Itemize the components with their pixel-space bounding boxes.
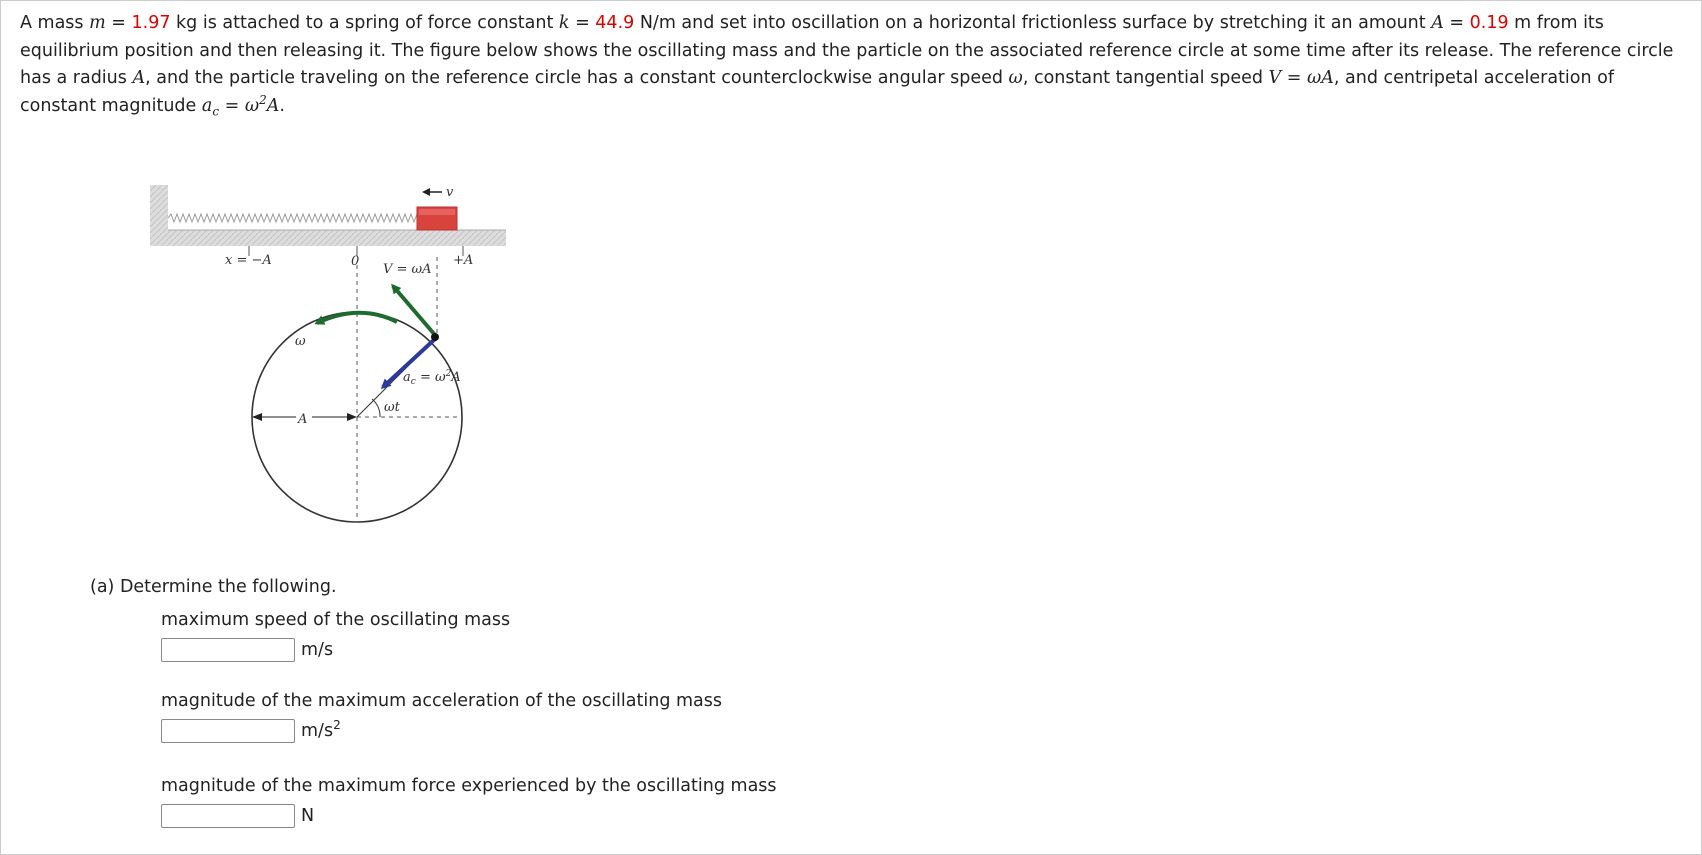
centripetal-acceleration-expression	[201, 92, 280, 118]
question-prompt: magnitude of the maximum force experienced by the oscillating mass	[161, 776, 777, 796]
max-force-input[interactable]	[161, 804, 295, 828]
ac-subscript: c	[212, 104, 220, 118]
max-speed-input[interactable]	[161, 638, 295, 662]
m-symbol: m	[89, 13, 106, 33]
label-v: v	[446, 185, 454, 200]
ac-A: A	[266, 95, 280, 116]
tangential-velocity-arrow	[393, 286, 435, 335]
unit-label	[301, 718, 341, 741]
question-prompt: maximum speed of the oscillating mass	[161, 610, 511, 630]
max-acceleration-input[interactable]	[161, 719, 295, 743]
amplitude-value: 0.19	[1469, 13, 1509, 33]
unit-label: m/s	[301, 640, 334, 660]
figure-svg	[150, 185, 560, 565]
answer-row	[161, 719, 722, 743]
spring-constant-value: 44.9	[595, 13, 635, 33]
text: .	[279, 95, 285, 116]
ac-superscript: 2	[259, 92, 267, 107]
k-symbol: k	[558, 13, 570, 33]
label-ac	[403, 369, 461, 387]
floor	[150, 230, 506, 246]
text: N/m and set into oscillation on a horizontal frictionless surface by stretching it an amount	[634, 13, 1432, 33]
reference-circle-figure	[150, 185, 560, 565]
particle	[431, 333, 439, 341]
answer-row	[161, 804, 777, 828]
ac-equals: = ω	[219, 95, 260, 116]
question-max-acceleration	[161, 691, 722, 743]
text: , and the particle traveling on the reference circle has a constant counterclockwise angular speed	[145, 68, 1009, 88]
spring	[168, 214, 447, 222]
label-A-radius: A	[298, 412, 308, 427]
text: , and centripetal acceleration of constant magnitude	[20, 68, 1615, 116]
problem-statement	[20, 10, 1680, 120]
omega-symbol: ω	[1008, 68, 1023, 88]
label-x-neg-A: x = −A	[225, 253, 272, 268]
answer-row	[161, 638, 510, 662]
unit-base: m/s	[301, 721, 334, 741]
text: A mass	[20, 13, 90, 33]
ac-symbol: a	[201, 95, 213, 116]
ac-sub: c	[410, 377, 416, 387]
tangential-speed-expression: V = ωA	[1268, 68, 1334, 88]
question-max-speed	[161, 610, 510, 662]
text: =	[569, 13, 596, 33]
ac-a: a	[403, 370, 411, 385]
ac-A: A	[451, 370, 461, 385]
label-omega: ω	[295, 334, 306, 349]
ac-sup: 2	[445, 369, 452, 379]
text: =	[105, 13, 132, 33]
text: , constant tangential speed	[1022, 68, 1269, 88]
part-a-label: (a) Determine the following.	[90, 577, 337, 597]
question-max-force	[161, 776, 777, 828]
text: =	[1443, 13, 1470, 33]
mass-value: 1.97	[131, 13, 171, 33]
angle-arc	[372, 399, 380, 417]
label-V: V = ωA	[383, 262, 432, 277]
label-omega-t: ωt	[384, 400, 400, 415]
unit-superscript: 2	[333, 718, 341, 733]
question-prompt: magnitude of the maximum acceleration of the oscillating mass	[161, 691, 722, 711]
ac-rest: = ω	[415, 370, 446, 385]
A-symbol: A	[1431, 13, 1444, 33]
text: kg is attached to a spring of force constant	[170, 13, 559, 33]
A-symbol: A	[132, 68, 146, 88]
label-zero: 0	[351, 254, 360, 269]
text: m from its equilibrium position and then releasing it. The figure below shows the oscillating mass and the particle on the associated reference circle at some time after its release. The reference circle has a radius	[20, 13, 1674, 88]
unit-label: N	[301, 806, 315, 826]
label-pos-A: +A	[453, 253, 474, 268]
